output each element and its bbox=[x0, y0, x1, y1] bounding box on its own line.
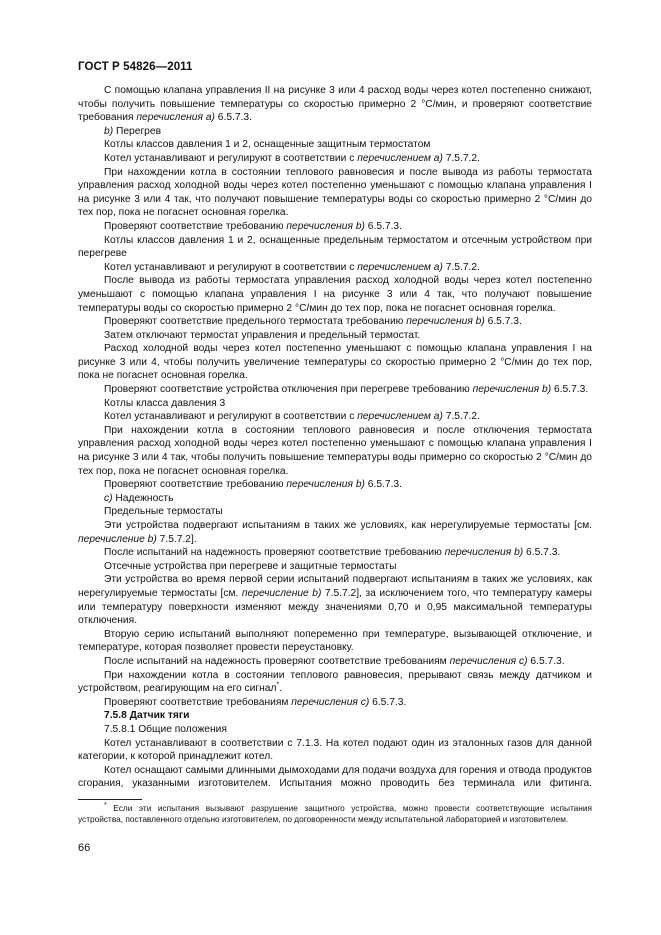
page-number: 66 bbox=[78, 842, 91, 854]
italic-reference: перечисление b) bbox=[78, 533, 157, 545]
text-run: 7.5.7.2. bbox=[442, 261, 480, 273]
italic-reference: перечислением а) bbox=[357, 152, 443, 164]
text-run: Котлы классов давления 1 и 2, оснащенные предельным термостатом и отсечным устройством при перегреве bbox=[78, 234, 592, 260]
text-run: 6.5.7.3. bbox=[484, 316, 522, 328]
footnote-divider bbox=[78, 799, 142, 800]
paragraph-p2 bbox=[78, 125, 592, 139]
paragraph-p20 bbox=[78, 519, 592, 546]
text-run: 6.5.7.3. bbox=[369, 696, 407, 708]
text-run: Проверяют соответствие предельного термостата требованию bbox=[104, 316, 407, 328]
text-run: Проверяют соответствие устройства отключения при перегреве требованию bbox=[104, 384, 473, 396]
italic-reference: c) bbox=[104, 492, 113, 504]
paragraph-p25 bbox=[78, 655, 592, 669]
paragraph-p7 bbox=[78, 234, 592, 261]
paragraph-p23 bbox=[78, 573, 592, 627]
text-run: 7.5.7.2], за исключением того, что температуру камеры или температуру поверхности изменяют между значениями 0,70 и 0,95 максимальной температуры отключения. bbox=[78, 587, 592, 627]
paragraph-p9 bbox=[78, 274, 592, 315]
italic-reference: перечисления с) bbox=[449, 655, 528, 667]
document-body bbox=[78, 84, 592, 791]
paragraph-p8 bbox=[78, 261, 592, 275]
paragraph-p27 bbox=[78, 696, 592, 710]
footnote bbox=[78, 803, 592, 826]
text-run: Котел устанавливают и регулируют в соответствии с bbox=[104, 411, 358, 423]
text-run: . bbox=[279, 683, 283, 695]
text-run: Эти устройства во время первой серии испытаний подвергают испытаниям в таких же условиях, как нерегулируемые термостаты [см. bbox=[78, 574, 592, 599]
text-run: 6.5.7.3. bbox=[551, 384, 589, 396]
text-run: Проверяют соответствие требованию bbox=[104, 220, 287, 232]
text-run: Вторую серию испытаний выполняют попеременно при температуре, вызывающей отключение, и температуре, которая позволяет провести переустановку. bbox=[78, 628, 592, 654]
paragraph-p31 bbox=[78, 764, 592, 791]
paragraph-p4 bbox=[78, 152, 592, 166]
text-run: Котел оснащают самыми длинными дымоходами для подачи воздуха для горения и отвода продуктов сгорания, указанными изготовителем. Испытания можно проводить без терминала или фитинга. bbox=[78, 764, 592, 790]
italic-reference: перечисление b) bbox=[241, 587, 322, 599]
text-run: Котлы класса давления 3 bbox=[104, 397, 226, 409]
italic-reference: перечисления а) bbox=[136, 112, 215, 124]
paragraph-p30 bbox=[78, 737, 592, 764]
paragraph-p11 bbox=[78, 329, 592, 343]
paragraph-p26 bbox=[78, 669, 592, 696]
text-run: 6.5.7.3. bbox=[364, 479, 402, 491]
paragraph-p21 bbox=[78, 546, 592, 560]
text-run: После испытаний на надежность проверяют соответствие требованиям bbox=[104, 655, 450, 667]
paragraph-p14 bbox=[78, 397, 592, 411]
paragraph-p3 bbox=[78, 138, 592, 152]
italic-reference: b) bbox=[104, 125, 114, 137]
paragraph-p29 bbox=[78, 723, 592, 737]
text-run: При нахождении котла в состоянии теплового равновесия и после вывода из работы термостата управления расход холодной воды через котел постепенно уменьшают с помощью клапана управления I на рисунке 3 или 4 так, что получают повышение температуры воды со скоростью примерно 2 °С/мин до тех пор, пока не погаснет основная горелка. bbox=[78, 166, 592, 219]
paragraph-p24 bbox=[78, 628, 592, 655]
italic-reference: перечислением а) bbox=[357, 261, 443, 273]
text-run: После испытаний на надежность проверяют соответствие требованию bbox=[104, 547, 445, 559]
text-run: 6.5.7.3. bbox=[523, 547, 561, 559]
text-run: Проверяют соответствие требованию bbox=[104, 479, 287, 491]
italic-reference: перечисления b) bbox=[286, 479, 365, 491]
paragraph-p13 bbox=[78, 383, 592, 397]
text-run: После вывода из работы термостата управления расход холодной воды через котел постепенно уменьшают с помощью клапана управления I на рисунке 3 или 4 так, что получают повышение температуры воды со скоростью примерно 2 °С/мин до тех пор, пока не погаснет основная горелка. bbox=[78, 275, 592, 314]
text-run: 7.5.7.2. bbox=[442, 152, 480, 164]
paragraph-p17 bbox=[78, 478, 592, 492]
text-run: Перегрев bbox=[113, 125, 162, 137]
text-run: При нахождении котла в состоянии теплового равновесия и после отключения термостата управления расход холодной воды через котел постепенно уменьшают с помощью клапана управления I на рисунке 3 или 4 так, чтобы получить повышение температуры воды примерно со скоростью 2 °С/мин до тех пор, пока не погаснет основная горелка. bbox=[78, 424, 592, 477]
paragraph-p28 bbox=[78, 709, 592, 723]
paragraph-p10 bbox=[78, 315, 592, 329]
text-run: Отсечные устройства при перегреве и защитные термостаты bbox=[104, 560, 397, 572]
text-run: 6.5.7.3. bbox=[364, 220, 402, 232]
italic-reference: перечислением а) bbox=[357, 411, 443, 423]
standard-header: ГОСТ Р 54826—2011 bbox=[78, 61, 193, 73]
paragraph-p12 bbox=[78, 342, 592, 383]
footnote-text: Если эти испытания вызывают разрушение защитного устройства, можно провести соответствующие испытания устройства, поставленного отдельно изготовителем, по договоренности между испытательной лабораторией и изготовителем. bbox=[78, 803, 592, 825]
italic-reference: перечисления с) bbox=[291, 696, 370, 708]
text-run: При нахождении котла в состоянии теплового равновесия, прерывают связь между датчиком и устройством, реагирующим на его сигнал bbox=[78, 669, 592, 695]
paragraph-p1 bbox=[78, 84, 592, 125]
text-run: 7.5.8.1 Общие положения bbox=[104, 723, 227, 735]
italic-reference: перечисления b) bbox=[444, 547, 524, 559]
italic-reference: перечисления b) bbox=[286, 220, 365, 232]
paragraph-p6 bbox=[78, 220, 592, 234]
text-run: Проверяют соответствие требованиям bbox=[104, 696, 292, 708]
text-run: 6.5.7.3. bbox=[527, 655, 565, 667]
paragraph-p16 bbox=[78, 424, 592, 478]
text-run: 7.5.7.2]. bbox=[156, 533, 197, 545]
text-run: Котел устанавливают и регулируют в соответствии с bbox=[104, 152, 358, 164]
footnote-ref: * bbox=[276, 681, 280, 689]
text-run: Котел устанавливают и регулируют в соответствии с bbox=[104, 261, 358, 273]
paragraph-p19 bbox=[78, 505, 592, 519]
text-run: Надежность bbox=[112, 492, 174, 504]
section-heading: 7.5.8 Датчик тяги bbox=[104, 710, 190, 722]
text-run: Затем отключают термостат управления и предельный термостат. bbox=[104, 329, 421, 341]
text-run: 6.5.7.3. bbox=[214, 112, 252, 124]
paragraph-p5 bbox=[78, 166, 592, 220]
footnote-mark: * bbox=[104, 802, 107, 810]
text-run: С помощью клапана управления II на рисунке 3 или 4 расход воды через котел постепенно снижают, чтобы получить повышение температуры со скоростью примерно 2 °С/мин, и проверяют соответствие требования bbox=[78, 85, 592, 124]
paragraph-p15 bbox=[78, 410, 592, 424]
italic-reference: перечисления b) bbox=[472, 384, 552, 396]
paragraph-p22 bbox=[78, 560, 592, 574]
text-run: Котлы классов давления 1 и 2, оснащенные защитным термостатом bbox=[104, 139, 431, 151]
italic-reference: перечисления b) bbox=[406, 316, 485, 328]
text-run: 7.5.7.2. bbox=[442, 411, 480, 423]
text-run: Предельные термостаты bbox=[104, 506, 223, 518]
paragraph-p18 bbox=[78, 492, 592, 506]
text-run: Расход холодной воды через котел постепенно уменьшают с помощью клапана управления I на рисунке 3 или 4, чтобы получить увеличение температуры со скоростью примерно 2 °С/мин до тех пор, пока не погаснет основная горелка. bbox=[78, 343, 592, 382]
text-run: Котел устанавливают в соответствии с 7.1.3. На котел подают один из эталонных газов для данной категории, к которой принадлежит котел. bbox=[78, 737, 592, 763]
text-run: Эти устройства подвергают испытаниям в таких же условиях, как нерегулируемые термостаты [см. bbox=[104, 520, 592, 531]
